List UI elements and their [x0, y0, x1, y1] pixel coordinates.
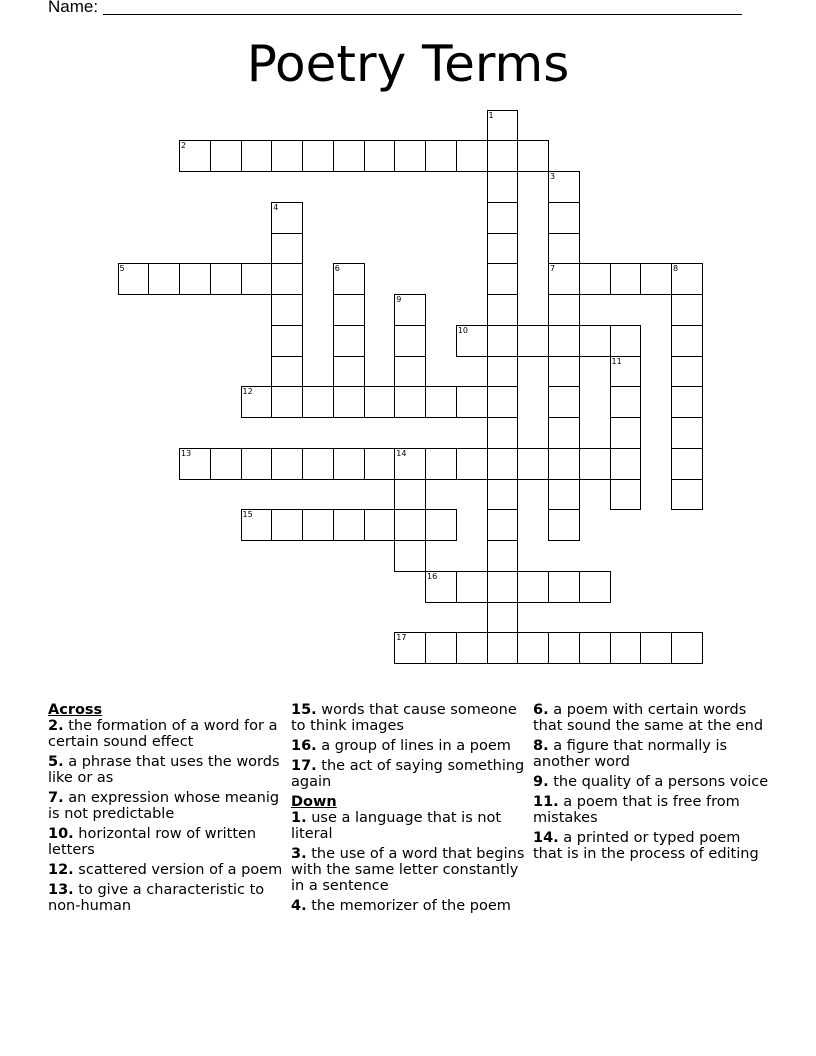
grid-cell[interactable]	[487, 202, 519, 234]
clue-down-4: 4. the memorizer of the poem	[291, 898, 511, 914]
grid-cell[interactable]	[302, 386, 334, 418]
grid-cell[interactable]	[271, 509, 303, 541]
clue-across-2: 2. the formation of a word for a certain sound effect	[48, 718, 278, 750]
grid-cell[interactable]	[671, 479, 703, 511]
grid-cell[interactable]	[148, 263, 180, 295]
grid-cell[interactable]	[548, 386, 580, 418]
grid-cell[interactable]	[487, 325, 519, 357]
grid-cell[interactable]	[487, 294, 519, 326]
clues-column-2	[291, 702, 527, 918]
grid-cell[interactable]	[610, 386, 642, 418]
grid-cell[interactable]	[517, 325, 549, 357]
grid-cell[interactable]	[302, 140, 334, 172]
grid-cell[interactable]	[517, 448, 549, 480]
clue-number: 14	[396, 448, 407, 458]
grid-cell[interactable]	[487, 140, 519, 172]
grid-cell[interactable]	[271, 263, 303, 295]
grid-cell[interactable]	[487, 233, 519, 265]
grid-cell[interactable]	[394, 386, 426, 418]
grid-cell[interactable]	[487, 171, 519, 203]
grid-cell[interactable]	[302, 448, 334, 480]
grid-cell[interactable]	[456, 632, 488, 664]
grid-cell[interactable]	[487, 356, 519, 388]
grid-cell[interactable]	[241, 263, 273, 295]
clues-column-1	[48, 702, 284, 918]
grid-cell[interactable]	[394, 140, 426, 172]
grid-cell[interactable]	[548, 233, 580, 265]
grid-cell[interactable]	[364, 448, 396, 480]
grid-cell[interactable]	[271, 386, 303, 418]
grid-cell[interactable]	[548, 509, 580, 541]
clue-across-12: 12. scattered version of a poem	[48, 862, 283, 878]
grid-cell[interactable]	[610, 479, 642, 511]
grid-cell[interactable]	[364, 509, 396, 541]
grid-cell[interactable]	[579, 448, 611, 480]
clue-down-6: 6. a poem with certain words that sound the same at the end	[533, 702, 764, 734]
page-title: Poetry Terms	[246, 35, 570, 93]
grid-cell[interactable]	[456, 386, 488, 418]
grid-cell[interactable]	[548, 294, 580, 326]
grid-cell[interactable]	[487, 448, 519, 480]
grid-cell[interactable]	[210, 263, 242, 295]
grid-cell[interactable]	[548, 632, 580, 664]
grid-cell[interactable]	[333, 140, 365, 172]
grid-cell[interactable]	[610, 263, 642, 295]
clue-down-11: 11. a poem that is free from mistakes	[533, 794, 740, 826]
grid-cell[interactable]	[487, 509, 519, 541]
grid-cell[interactable]	[548, 417, 580, 449]
clue-down-14: 14. a printed or typed poem that is in the process of editing	[533, 830, 759, 862]
grid-cell[interactable]	[394, 356, 426, 388]
grid-cell[interactable]	[333, 325, 365, 357]
grid-cell[interactable]	[271, 140, 303, 172]
clue-number: 5	[119, 264, 125, 274]
grid-cell[interactable]	[487, 540, 519, 572]
clue-number: 11	[611, 356, 622, 366]
clue-down-1: 1. use a language that is not literal	[291, 810, 502, 842]
grid-cell[interactable]	[548, 479, 580, 511]
grid-cell[interactable]	[425, 448, 457, 480]
grid-cell[interactable]	[425, 386, 457, 418]
grid-cell[interactable]	[394, 325, 426, 357]
grid-cell[interactable]	[394, 479, 426, 511]
grid-cell[interactable]	[610, 325, 642, 357]
clue-number: 9	[396, 295, 402, 304]
grid-cell[interactable]	[487, 571, 519, 603]
grid-cell[interactable]	[241, 140, 273, 172]
grid-cell[interactable]	[394, 509, 426, 541]
grid-cell[interactable]	[487, 417, 519, 449]
clue-number: 12	[242, 387, 253, 397]
grid-cell[interactable]	[640, 632, 672, 664]
down-header: Down	[291, 794, 337, 810]
across-header: Across	[48, 702, 103, 718]
grid-cell[interactable]	[487, 386, 519, 418]
clue-down-8: 8. a figure that normally is another word	[533, 738, 728, 770]
grid-cell[interactable]	[487, 602, 519, 634]
grid-cell[interactable]	[364, 386, 396, 418]
clue-across-13: 13. to give a characteristic to non-human	[48, 882, 265, 914]
name-label: Name:	[48, 0, 99, 16]
grid-cell[interactable]	[640, 263, 672, 295]
clue-number: 1	[488, 110, 494, 120]
clue-number: 17	[396, 633, 407, 643]
grid-cell[interactable]	[579, 571, 611, 603]
grid-cell[interactable]	[548, 571, 580, 603]
grid-cell[interactable]	[333, 294, 365, 326]
grid-cell[interactable]	[671, 325, 703, 357]
grid-cell[interactable]	[425, 140, 457, 172]
clue-number: 15	[242, 510, 253, 520]
grid-cell[interactable]	[671, 386, 703, 418]
grid-cell[interactable]	[548, 202, 580, 234]
grid-cell[interactable]	[271, 325, 303, 357]
grid-cell[interactable]	[487, 263, 519, 295]
grid-cell[interactable]	[179, 263, 211, 295]
grid-cell[interactable]	[487, 632, 519, 664]
clue-number: 10	[457, 325, 468, 335]
clue-down-3: 3. the use of a word that begins with the same letter constantly in a sentence	[291, 846, 525, 894]
grid-cell[interactable]	[456, 571, 488, 603]
grid-cell[interactable]	[456, 448, 488, 480]
clue-number: 16	[427, 571, 438, 581]
grid-cell[interactable]	[394, 540, 426, 572]
grid-cell[interactable]	[333, 356, 365, 388]
clue-number: 13	[181, 448, 192, 458]
clue-across-16: 16. a group of lines in a poem	[291, 738, 511, 754]
grid-cell[interactable]	[333, 509, 365, 541]
grid-cell[interactable]	[517, 140, 549, 172]
clue-across-10: 10. horizontal row of written letters	[48, 826, 257, 858]
clue-down-9: 9. the quality of a persons voice	[533, 774, 769, 790]
grid-cell[interactable]	[671, 632, 703, 664]
grid-cell[interactable]	[579, 325, 611, 357]
grid-cell[interactable]	[610, 417, 642, 449]
clue-number: 4	[273, 202, 279, 212]
grid-cell[interactable]	[271, 356, 303, 388]
clue-across-17: 17. the act of saying something again	[291, 758, 525, 790]
grid-cell[interactable]	[271, 233, 303, 265]
grid-cell[interactable]	[271, 294, 303, 326]
clues-column-3	[533, 702, 773, 866]
clue-number: 8	[673, 264, 679, 274]
grid-cell[interactable]	[241, 448, 273, 480]
grid-cell[interactable]	[210, 448, 242, 480]
grid-cell[interactable]	[671, 294, 703, 326]
grid-cell[interactable]	[487, 479, 519, 511]
clue-number: 2	[181, 141, 187, 151]
grid-cell[interactable]	[671, 417, 703, 449]
grid-cell[interactable]	[364, 140, 396, 172]
grid-cell[interactable]	[425, 509, 457, 541]
grid-cell[interactable]	[579, 632, 611, 664]
grid-cell[interactable]	[548, 325, 580, 357]
grid-cell[interactable]	[548, 356, 580, 388]
grid-cell[interactable]	[671, 448, 703, 480]
grid-cell[interactable]	[425, 632, 457, 664]
clue-across-15: 15. words that cause someone to think images	[291, 702, 517, 734]
grid-cell[interactable]	[333, 386, 365, 418]
clue-across-7: 7. an expression whose meanig is not predictable	[48, 790, 280, 822]
grid-cell[interactable]	[579, 263, 611, 295]
clue-number: 7	[550, 264, 556, 274]
grid-cell[interactable]	[548, 448, 580, 480]
clue-across-5: 5. a phrase that uses the words like or as	[48, 754, 280, 786]
grid-cell[interactable]	[271, 448, 303, 480]
grid-cell[interactable]	[671, 356, 703, 388]
grid-cell[interactable]	[302, 509, 334, 541]
clue-number: 3	[550, 172, 556, 181]
grid-cell[interactable]	[210, 140, 242, 172]
grid-cell[interactable]	[517, 571, 549, 603]
clue-number: 6	[334, 264, 340, 274]
grid-cell[interactable]	[456, 140, 488, 172]
grid-cell[interactable]	[333, 448, 365, 480]
grid-cell[interactable]	[610, 632, 642, 664]
grid-cell[interactable]	[517, 632, 549, 664]
grid-cell[interactable]	[610, 448, 642, 480]
